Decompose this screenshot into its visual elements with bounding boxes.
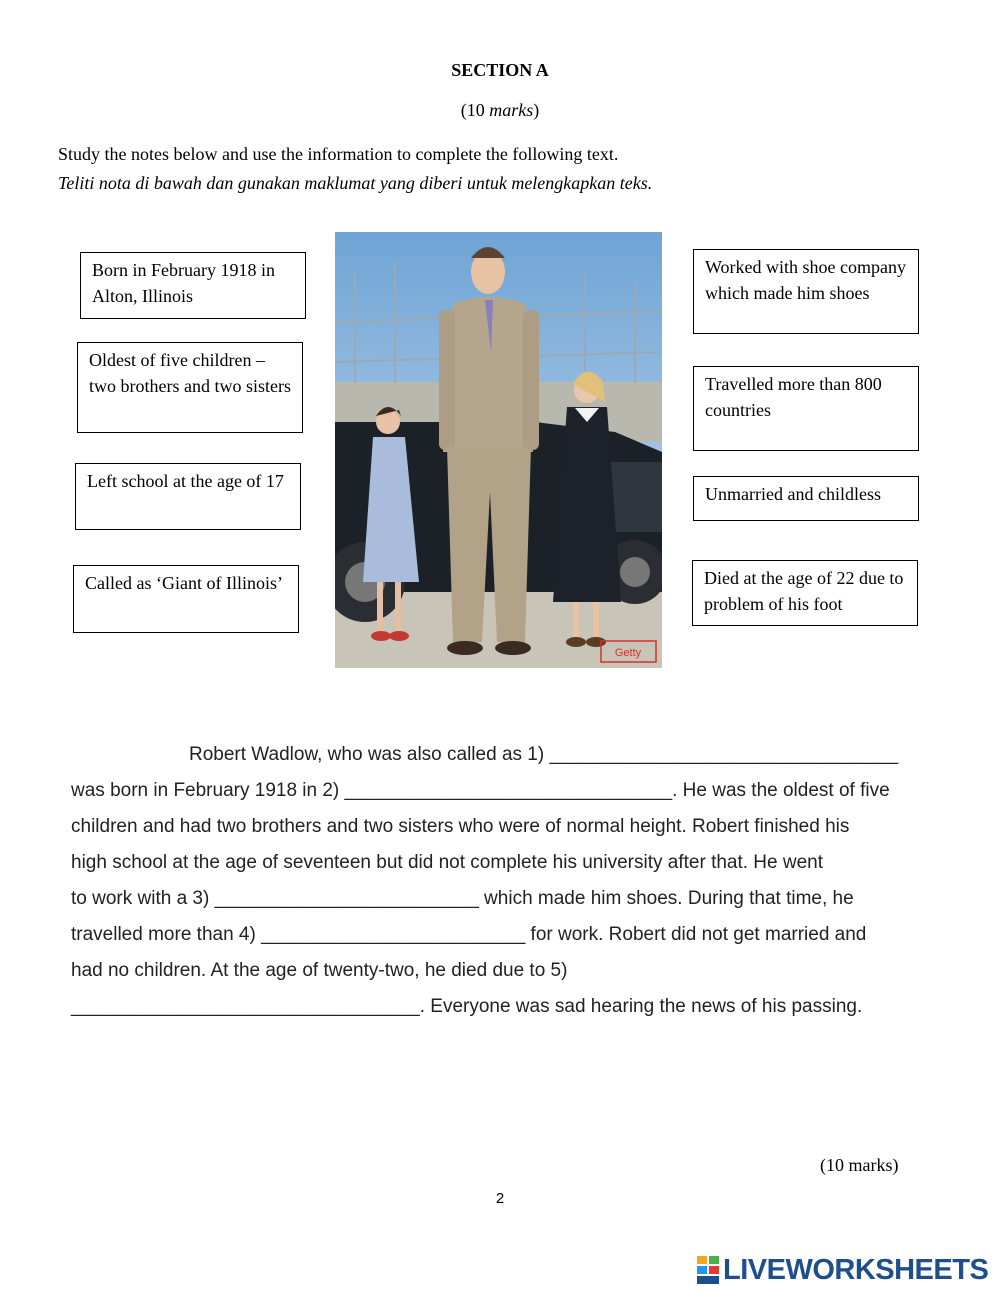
note-shoe-company: Worked with shoe company which made him shoes bbox=[693, 249, 919, 334]
note-giant-of-illinois: Called as ‘Giant of Illinois’ bbox=[73, 565, 299, 633]
passage-line-6: travelled more than 4) _________________________ for work. Robert did not get married and bbox=[71, 924, 867, 945]
note-oldest-child: Oldest of five children – two brothers and two sisters bbox=[77, 342, 303, 433]
getty-watermark: Getty bbox=[614, 647, 642, 659]
section-title: SECTION A bbox=[451, 60, 549, 80]
passage-line-5: to work with a 3) _________________________ which made him shoes. During that time, he bbox=[71, 888, 854, 909]
note-travelled: Travelled more than 800 countries bbox=[693, 366, 919, 451]
passage-line-3: children and had two brothers and two sisters who were of normal height. Robert finished his bbox=[71, 816, 850, 837]
passage bbox=[71, 744, 951, 1034]
liveworksheets-wordmark: LIVEWORKSHEETS bbox=[723, 1253, 989, 1286]
liveworksheets-icon bbox=[697, 1256, 719, 1284]
passage-line-8: _________________________________. Everyone was sad hearing the news of his passing. bbox=[71, 996, 863, 1017]
instruction-malay: Teliti nota di bawah dan gunakan maklumat yang diberi untuk melengkapkan teks. bbox=[58, 173, 653, 193]
robert-wadlow-photo bbox=[335, 232, 662, 668]
note-left-school: Left school at the age of 17 bbox=[75, 463, 301, 530]
total-marks: (10 marks) bbox=[820, 1155, 899, 1175]
section-marks: (10 marks) bbox=[460, 100, 540, 120]
passage-line-7: had no children. At the age of twenty-two, he died due to 5) bbox=[71, 960, 568, 981]
note-born: Born in February 1918 in Alton, Illinois bbox=[80, 252, 306, 319]
instruction-english: Study the notes below and use the information to complete the following text. bbox=[58, 144, 619, 164]
liveworksheets-logo bbox=[697, 1254, 988, 1286]
note-unmarried: Unmarried and childless bbox=[693, 476, 919, 521]
note-died: Died at the age of 22 due to problem of his foot bbox=[692, 560, 918, 626]
page-number: 2 bbox=[495, 1190, 505, 1207]
passage-line-1: Robert Wadlow, who was also called as 1) _________________________________ bbox=[189, 744, 899, 765]
passage-line-2: was born in February 1918 in 2) _______________________________. He was the oldest of five bbox=[71, 780, 890, 801]
passage-line-4: high school at the age of seventeen but did not complete his university after that. He went bbox=[71, 852, 824, 873]
